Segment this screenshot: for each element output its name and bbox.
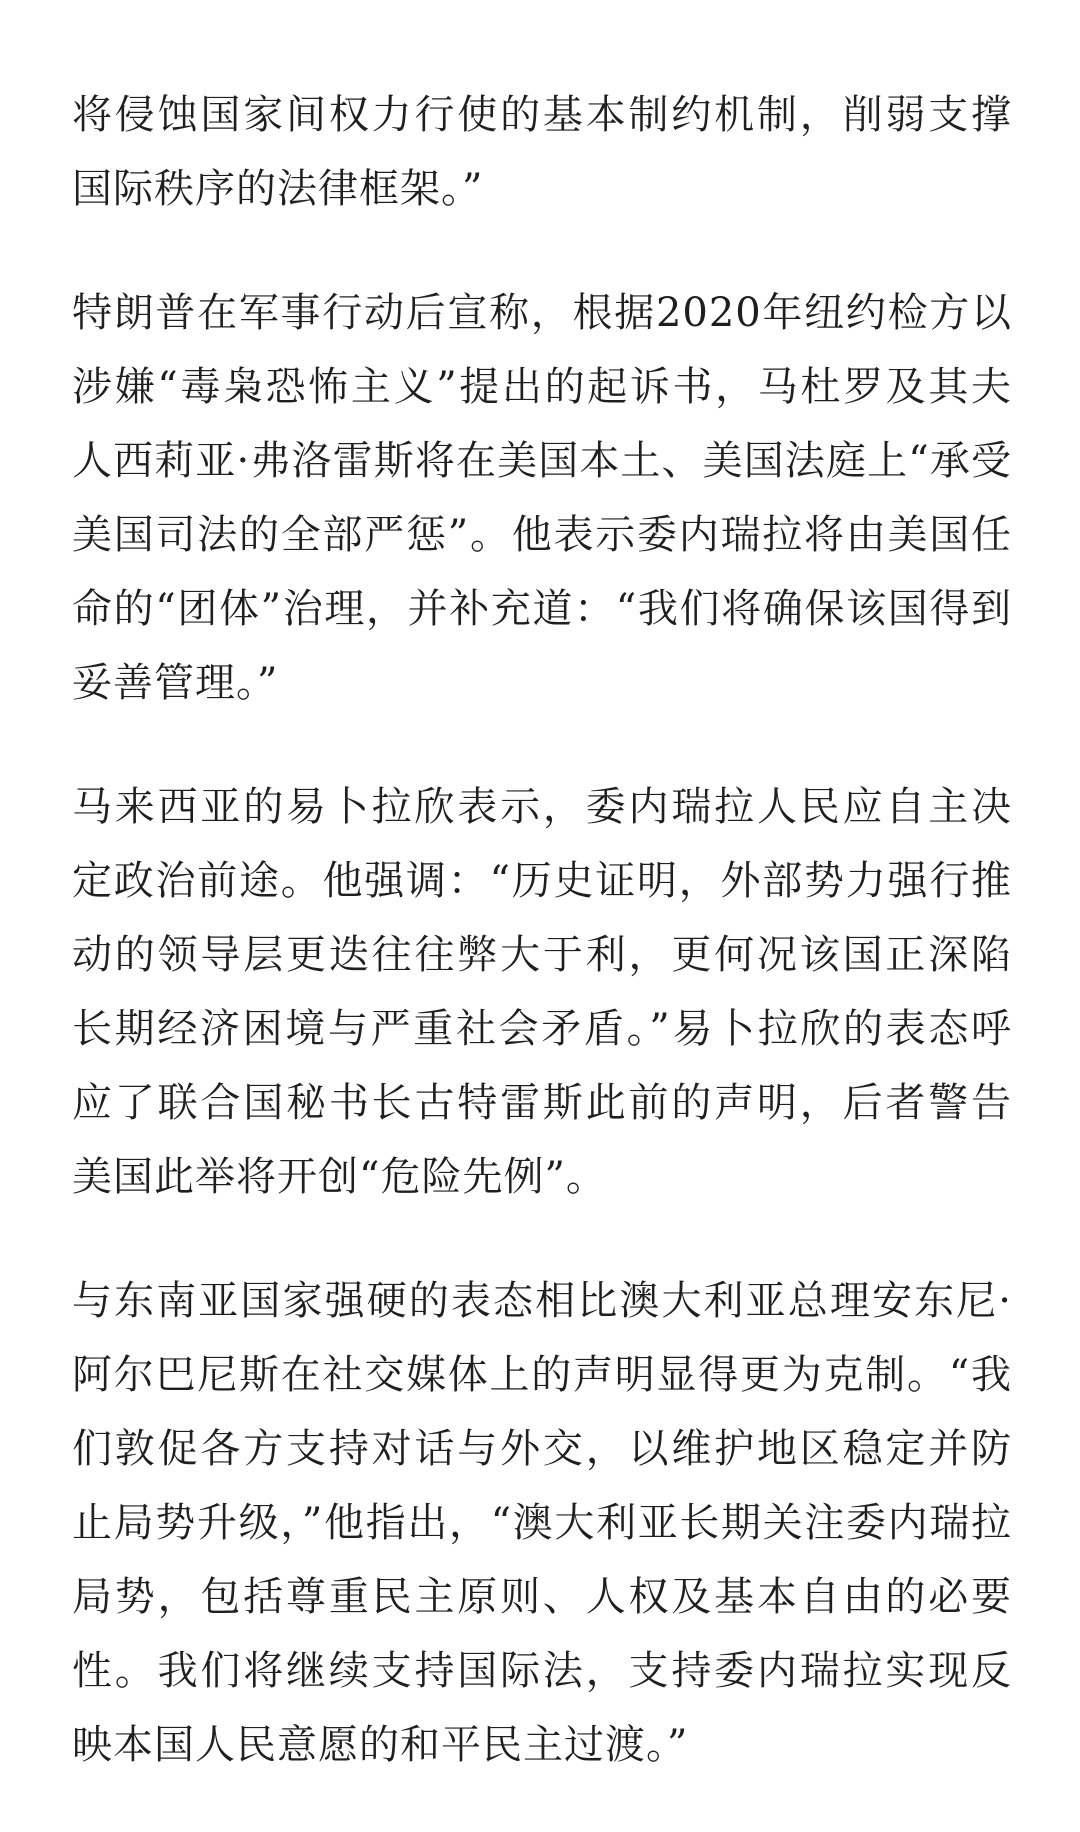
article-paragraph-2: 特朗普在军事行动后宣称，根据2020年纽约检方以涉嫌“毒枭恐怖主义”提出的起诉书，马杜罗及其夫人西莉亚·弗洛雷斯将在美国本土、美国法庭上“承受美国司法的全部严惩”。他表示委内瑞拉将由美国任命的“团体”治理，并补充道：“我们将确保该国得到妥善管理。” (72, 290, 1012, 706)
article-paragraph-4: 与东南亚国家强硬的表态相比澳大利亚总理安东尼·阿尔巴尼斯在社交媒体上的声明显得更为克制。“我们敦促各方支持对话与外交，以维护地区稳定并防止局势升级，”他指出，“澳大利亚长期关注委内瑞拉局势，包括尊重民主原则、人权及基本自由的必要性。我们将继续支持国际法，支持委内瑞拉实现反映本国人民意愿的和平民主过渡。” (72, 1278, 1012, 1768)
article-paragraph-3: 马来西亚的易卜拉欣表示，委内瑞拉人民应自主决定政治前途。他强调：“历史证明，外部势力强行推动的领导层更迭往往弊大于利，更何况该国正深陷长期经济困境与严重社会矛盾。”易卜拉欣的表态呼应了联合国秘书长古特雷斯此前的声明，后者警告美国此举将开创“危险先例”。 (72, 784, 1012, 1200)
article-paragraph-1: 将侵蚀国家间权力行使的基本制约机制，削弱支撑国际秩序的法律框架。” (72, 92, 1012, 212)
article-body (72, 78, 1012, 1832)
